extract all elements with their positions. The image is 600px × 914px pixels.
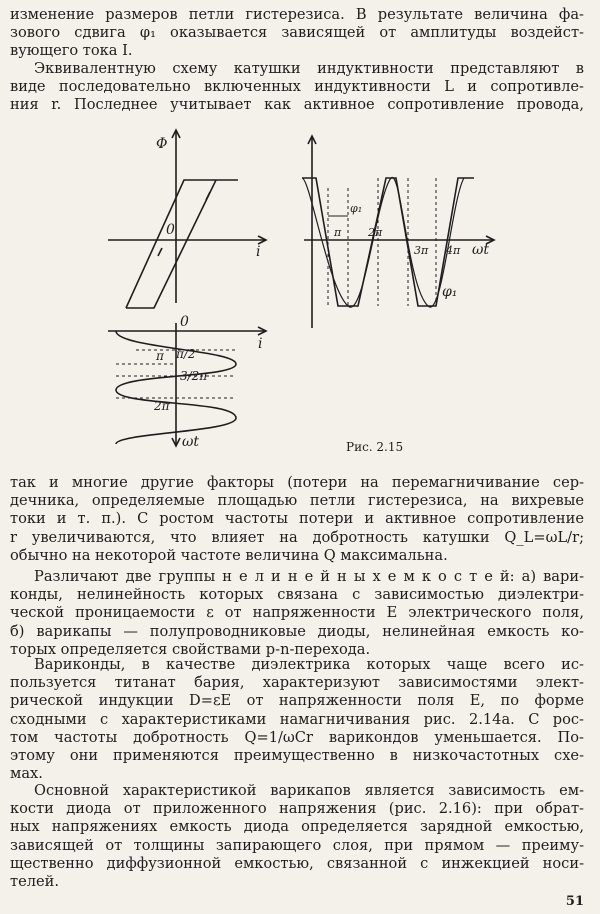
text-line: телей.: [10, 873, 59, 891]
text-line: б) варикапы — полупроводниковые диоды, нелинейная емкость ко-: [10, 622, 584, 640]
label-pi: π: [156, 349, 164, 363]
text-line: торых определяется свойствами p-n-перехода.: [10, 640, 371, 658]
label-pi-right: π: [334, 226, 342, 239]
text-line: так и многие другие факторы (потери на перемагничивание сер-: [10, 474, 584, 491]
paragraph-equivalent-circuit: [10, 60, 584, 115]
paragraph-other-factors: [10, 474, 584, 565]
label-omega-t-bottom: ωt: [182, 434, 200, 450]
text-line: ных напряжениях емкость диода определяется зарядной емкостью,: [10, 818, 584, 836]
page-number: 51: [565, 894, 584, 909]
label-zero-top: 0: [166, 222, 175, 238]
text-line: обычно на некоторой частоте величина Q максимальна.: [10, 546, 448, 564]
label-phi1-right: φ₁: [442, 284, 458, 300]
label-zero-bottom: 0: [180, 314, 189, 330]
text-line: Основной характеристикой варикапов является зависимость ем-: [34, 782, 584, 799]
text-line: Различают две группы н е л и н е й н ы х е м к о с т е й: а) вари-: [34, 568, 584, 585]
label-i-top: i: [256, 244, 261, 260]
text-line: кости диода от приложенного напряжения (рис. 2.16): при обрат-: [10, 800, 584, 818]
text-line: рической индукции D=εE от напряженности поля E, по форме: [10, 692, 584, 710]
label-phi: Φ: [156, 136, 168, 152]
label-phi1-small: φ₁: [350, 202, 363, 215]
text-line: сходными с характеристиками намагничивания рис. 2.14а. С рос-: [10, 710, 584, 728]
label-i-bottom: i: [258, 336, 263, 352]
loop-arrow-up: [206, 192, 210, 200]
paragraph-nonlinear-capacitors: [10, 568, 584, 659]
text-line: вующего тока I.: [10, 42, 133, 60]
text-line: пользуется титанат бария, характеризуют зависимостями элект-: [10, 674, 584, 692]
text-line: зависящей от толщины запирающего слоя, при прямом — преиму-: [10, 836, 584, 854]
text-line: мах.: [10, 765, 43, 783]
text-line: том частоты добротность Q=1/ωCr варикондов уменьшается. По-: [10, 728, 584, 746]
paragraph-top: [10, 6, 584, 61]
label-four-pi-right: 4π: [446, 244, 461, 257]
text-line: ческой проницаемости ε от напряженности E электрического поля,: [10, 604, 584, 622]
text-line: этому они применяются преимущественно в низкочастотных схе-: [10, 747, 584, 765]
text-line: конды, нелинейность которых связана с зависимостью диэлектри-: [10, 586, 584, 604]
text-line: Эквивалентную схему катушки индуктивности представляют в: [34, 60, 584, 77]
figure-caption: Рис. 2.15: [346, 440, 404, 454]
label-three-half-pi: 3/2π: [180, 369, 208, 383]
loop-arrow-down: [158, 248, 162, 256]
text-line: дечника, определяемые площадью петли гистерезиса, на вихревые: [10, 492, 584, 510]
label-three-pi-right: 3π: [414, 244, 429, 257]
text-line: ния r. Последнее учитывает как активное сопротивление провода,: [10, 96, 584, 114]
text-line: щественно диффузионной емкостью, связанной с инжекцией носи-: [10, 854, 584, 872]
label-pi-half: π/2: [176, 347, 196, 361]
hysteresis-loop: [126, 180, 238, 308]
label-two-pi: 2π: [154, 399, 170, 413]
text-line: Вариконды, в качестве диэлектрика которых чаще всего ис-: [34, 656, 584, 673]
figure-2-15: [96, 128, 506, 458]
text-line: изменение размеров петли гистерезиса. В результате величина фа-: [10, 6, 584, 23]
label-omega-t-right: ωt: [472, 242, 490, 258]
text-line: зового сдвига φ₁ оказывается зависящей от амплитуды воздейст-: [10, 24, 584, 42]
text-line: токи и т. п.). С ростом частоты потери и активное сопротивление: [10, 510, 584, 528]
text-line: r увеличиваются, что влияет на добротность катушки Q_L=ωL/r;: [10, 528, 584, 546]
text-line: виде последовательно включенных индуктивности L и сопротивле-: [10, 78, 584, 96]
paragraph-varicondes: [10, 656, 584, 783]
label-two-pi-right: 2π: [368, 226, 383, 239]
paragraph-varicaps: [10, 782, 584, 891]
